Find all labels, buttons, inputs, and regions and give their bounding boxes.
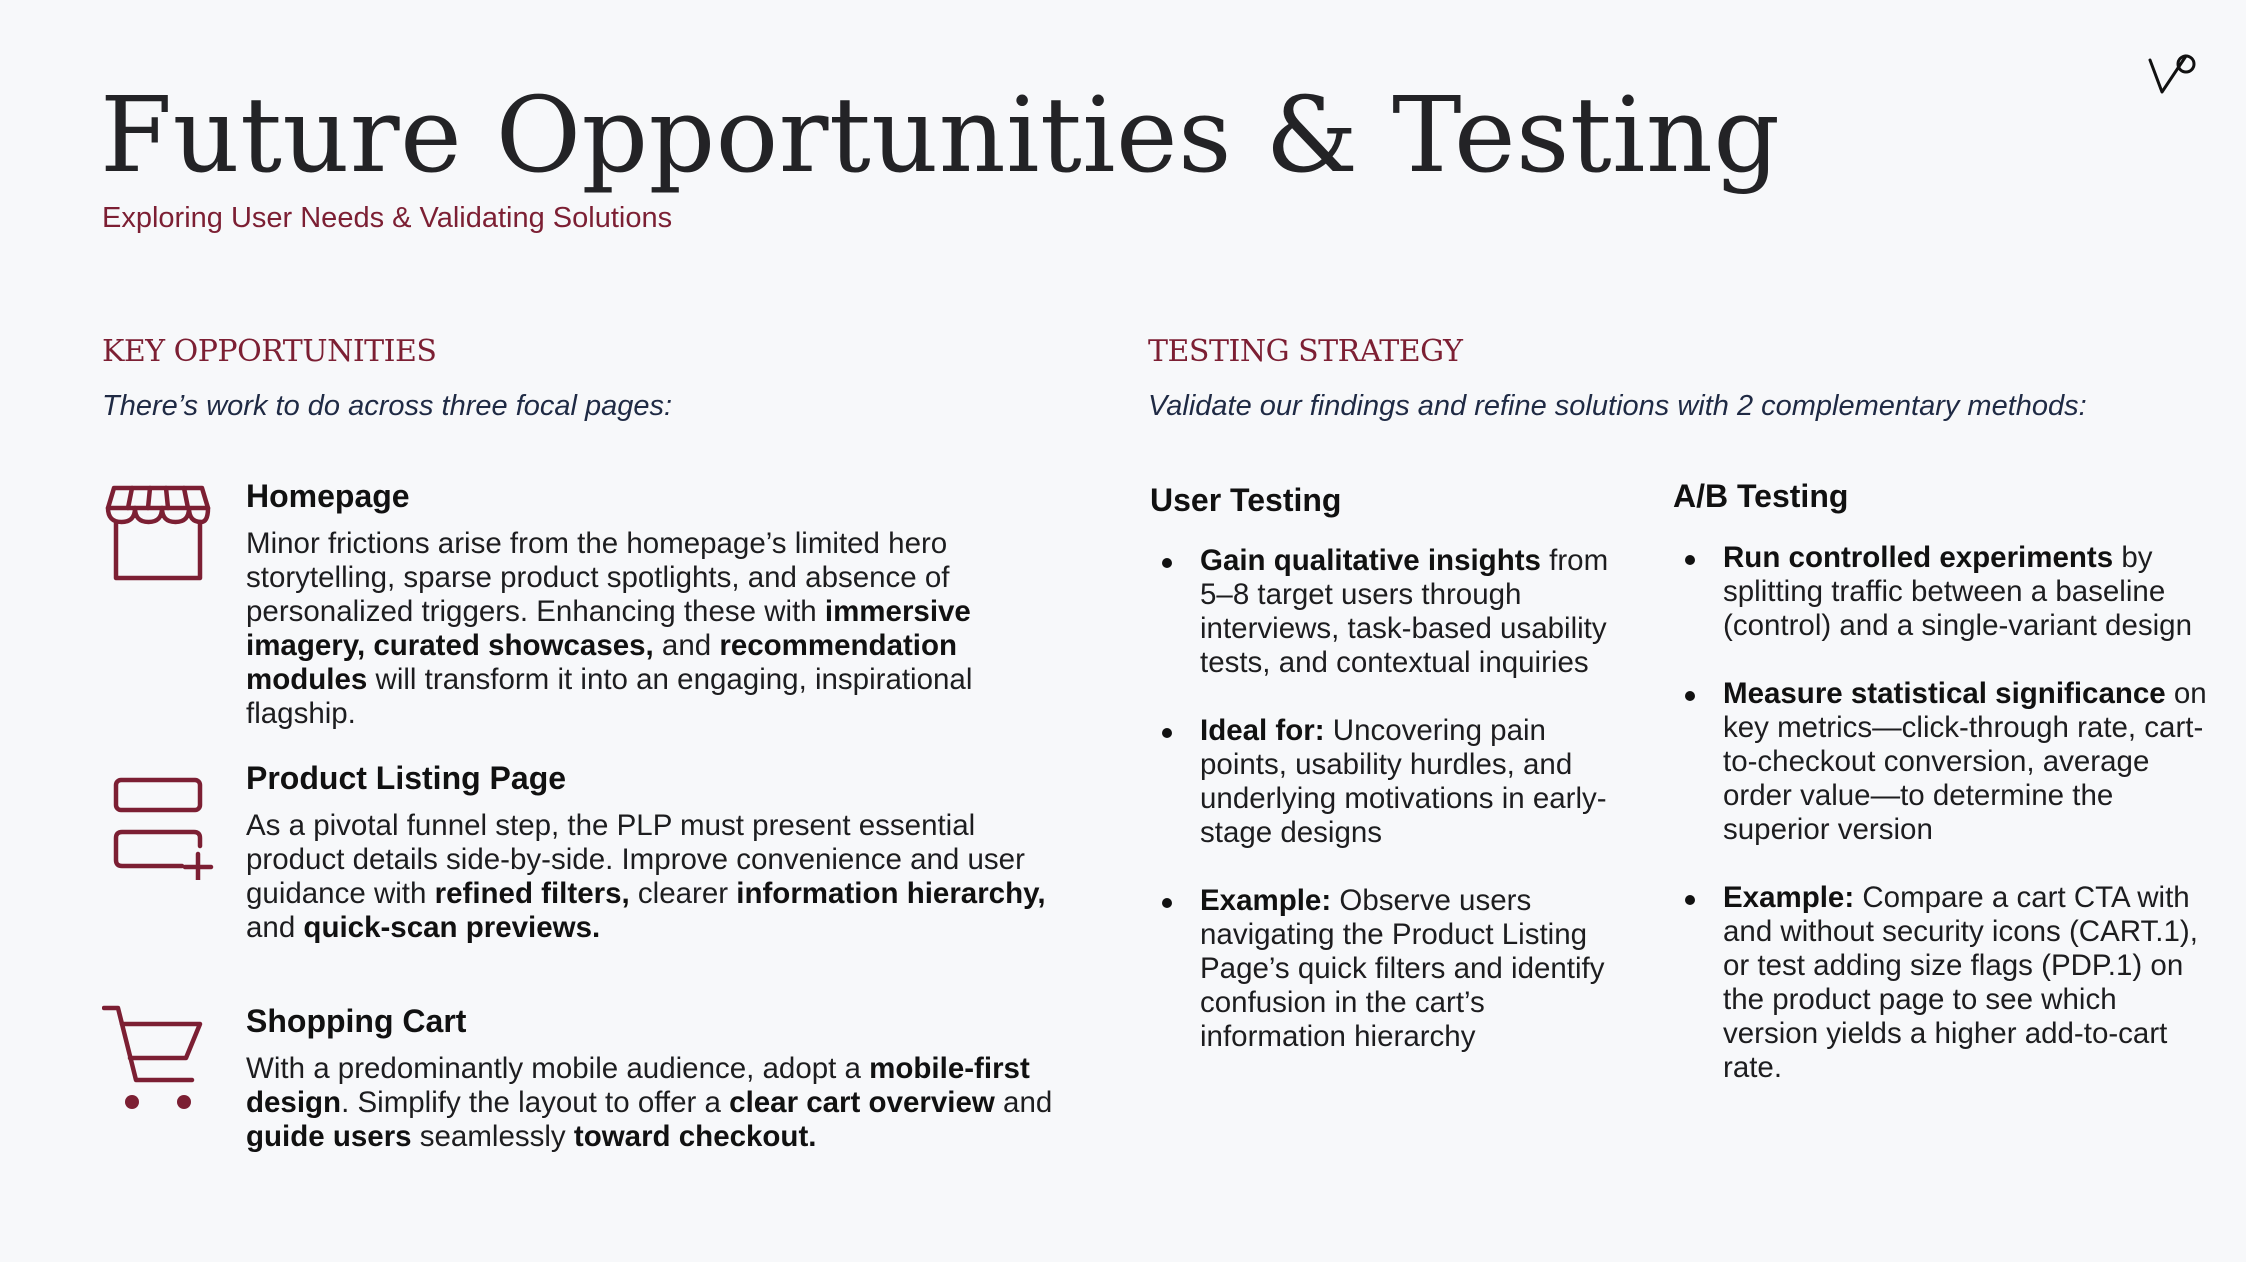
testing-strategy-intro: Validate our findings and refine solutions with 2 complementary methods: (1148, 390, 2087, 422)
user-testing-list (1150, 544, 1620, 1088)
plp-title: Product Listing Page (246, 760, 567, 796)
shopping-cart-icon (102, 1004, 214, 1116)
ab-testing-title: A/B Testing (1673, 478, 1849, 514)
listing-add-icon (102, 768, 214, 880)
ab-testing-list (1673, 541, 2213, 1119)
cart-description: With a predominantly mobile audience, adopt a mobile-first design. Simplify the layout to offer a clear cart overview and guide users seamlessly toward checkout. (246, 1052, 1053, 1153)
storefront-icon (102, 478, 214, 590)
homepage-description: Minor frictions arise from the homepage’s limited hero storytelling, sparse product spotlights, and absence of personalized triggers. Enhancing these with immersive imagery, curated showcases, and recommendation modules will transform it into an engaging, inspirational flagship. (246, 527, 973, 730)
cart-title: Shopping Cart (246, 1003, 467, 1039)
key-opportunities-intro: There’s work to do across three focal pages: (102, 390, 673, 422)
list-item: Ideal for: Uncovering pain points, usability hurdles, and underlying motivations in early-stage designs (1150, 714, 1620, 850)
plp-description: As a pivotal funnel step, the PLP must present essential product details side-by-side. Improve convenience and user guidance with refined filters, clearer information hierarchy, and quick-scan previews. (246, 809, 1046, 944)
user-testing-title: User Testing (1150, 482, 1342, 518)
list-item: Gain qualitative insights from 5–8 target users through interviews, task-based usability tests, and contextual inquiries (1150, 544, 1620, 680)
testing-strategy-heading: TESTING STRATEGY (1148, 334, 1463, 369)
list-item: Example: Observe users navigating the Product Listing Page’s quick filters and identify confusion in the cart’s information hierarchy (1150, 884, 1620, 1054)
page-title: Future Opportunities & Testing (100, 74, 1781, 196)
list-item: Run controlled experiments by splitting traffic between a baseline (control) and a single-variant design (1673, 541, 2213, 643)
homepage-title: Homepage (246, 478, 410, 514)
vp-monogram-icon (2146, 46, 2202, 102)
page-subtitle: Exploring User Needs & Validating Solutions (102, 202, 673, 234)
key-opportunities-heading: KEY OPPORTUNITIES (102, 334, 437, 369)
list-item: Measure statistical significance on key metrics—click-through rate, cart-to-checkout conversion, average order value—to determine the superior version (1673, 677, 2213, 847)
list-item: Example: Compare a cart CTA with and without security icons (CART.1), or test adding size flags (PDP.1) on the product page to see which version yields a higher add-to-cart rate. (1673, 881, 2213, 1085)
